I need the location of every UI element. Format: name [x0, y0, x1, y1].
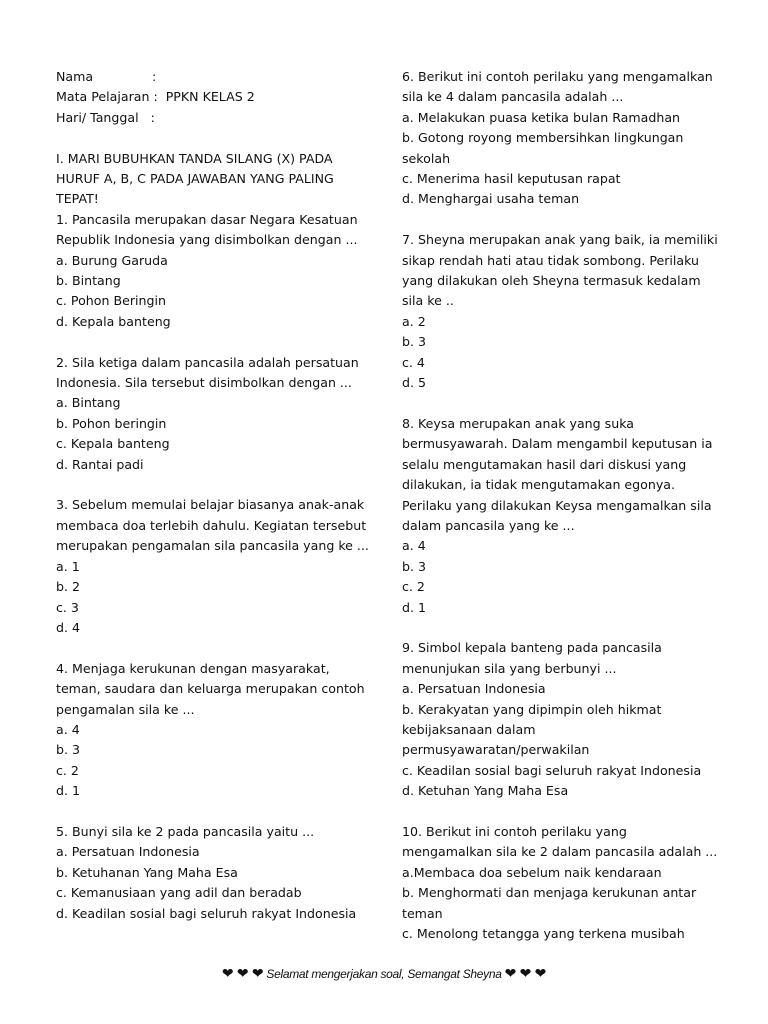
- answer-option: b. Bintang: [56, 273, 121, 289]
- footer-message: [0, 963, 768, 984]
- answer-option: d. 5: [402, 375, 427, 391]
- question-2: [56, 353, 376, 475]
- answer-option: c. Menolong tetangga yang terkena musibah: [402, 926, 685, 941]
- question-text: menunjukan sila yang berbunyi ...: [402, 660, 617, 676]
- question-text: mengamalkan sila ke 2 dalam pancasila adalah ...: [402, 844, 718, 860]
- answer-option: c. Keadilan sosial bagi seluruh rakyat Indonesia: [402, 762, 702, 778]
- answer-option: kebijaksanaan dalam: [402, 721, 536, 737]
- subject-row: Mata Pelajaran : PPKN KELAS 2: [56, 89, 255, 105]
- instructions: [56, 149, 376, 210]
- answer-option: b. Kerakyatan yang dipimpin oleh hikmat: [402, 701, 662, 717]
- question-3: [56, 495, 376, 638]
- answer-option: a. 4: [56, 721, 80, 737]
- answer-option: b. Pohon beringin: [56, 415, 167, 431]
- answer-option: b. Menghormati dan menjaga kerukunan antar: [402, 885, 697, 901]
- date-row: Hari/ Tanggal :: [56, 109, 155, 125]
- question-7: [402, 230, 722, 393]
- question-text: Indonesia. Sila tersebut disimbolkan dengan ...: [56, 375, 352, 391]
- question-4: [56, 659, 376, 802]
- answer-option: permusyawaratan/perwakilan: [402, 742, 590, 758]
- question-text: sikap rendah hati atau tidak sombong. Perilaku: [402, 252, 700, 268]
- question-text: sila ke ..: [402, 293, 454, 309]
- question-text: selalu mengutamakan hasil dari diskusi yang: [402, 456, 687, 472]
- question-text: Perilaku yang dilakukan Keysa mengamalkan sila: [402, 497, 712, 513]
- answer-option: d. Keadilan sosial bagi seluruh rakyat Indonesia: [56, 905, 357, 921]
- answer-option: b. 3: [402, 558, 427, 574]
- answer-option: b. 3: [56, 742, 81, 758]
- answer-option: a. Persatuan Indonesia: [56, 844, 200, 860]
- answer-option: b. Gotong royong membersihkan lingkungan: [402, 130, 684, 146]
- answer-option: teman: [402, 905, 443, 921]
- question-text: 8. Keysa merupakan anak yang suka: [402, 415, 634, 431]
- name-label: Nama: [56, 69, 94, 84]
- question-text: 3. Sebelum memulai belajar biasanya anak-anak: [56, 497, 365, 513]
- answer-option: d. Menghargai usaha teman: [402, 191, 580, 207]
- answer-option: d. Ketuhan Yang Maha Esa: [402, 783, 569, 799]
- question-text: dilakukan, ia tidak mengutamakan egonya.: [402, 477, 676, 493]
- question-text: sila ke 4 dalam pancasila adalah ...: [402, 89, 624, 105]
- answer-option: c. Pohon Beringin: [56, 293, 166, 309]
- question-text: membaca doa terlebih dahulu. Kegiatan tersebut: [56, 517, 367, 533]
- question-text: dalam pancasila yang ke ...: [402, 517, 575, 533]
- answer-option: c. 3: [56, 599, 79, 615]
- answer-option: b. 3: [402, 334, 427, 350]
- instruction-line: I. MARI BUBUHKAN TANDA SILANG (X) PADA: [56, 150, 333, 166]
- question-text: bermusyawarah. Dalam mengambil keputusan ia: [402, 436, 713, 452]
- question-text: 9. Simbol kepala banteng pada pancasila: [402, 640, 662, 656]
- answer-option: d. Kepala banteng: [56, 313, 171, 329]
- answer-option: a. Burung Garuda: [56, 252, 168, 268]
- heart-icons-left: ❤ ❤ ❤: [221, 965, 264, 981]
- name-row: [56, 67, 376, 87]
- answer-option: a. Melakukan puasa ketika bulan Ramadhan: [402, 109, 681, 125]
- question-text: 5. Bunyi sila ke 2 pada pancasila yaitu ...: [56, 823, 315, 839]
- heart-icons-right: ❤ ❤ ❤: [504, 965, 547, 981]
- answer-option: c. 4: [402, 354, 425, 370]
- answer-option: a. Persatuan Indonesia: [402, 681, 546, 697]
- answer-option: a.Membaca doa sebelum naik kendaraan: [402, 864, 662, 880]
- answer-option: d. 1: [56, 783, 81, 799]
- answer-option: c. Kemanusiaan yang adil dan beradab: [56, 885, 302, 901]
- question-text: yang dilakukan oleh Sheyna termasuk kedalam: [402, 273, 701, 289]
- question-text: pengamalan sila ke ...: [56, 701, 195, 717]
- answer-option: a. 2: [402, 313, 426, 329]
- answer-option: d. 1: [402, 599, 427, 615]
- instruction-line: HURUF A, B, C PADA JAWABAN YANG PALING: [56, 171, 334, 187]
- question-text: merupakan pengamalan sila pancasila yang ke ...: [56, 538, 369, 554]
- right-column: [402, 67, 722, 944]
- question-text: 2. Sila ketiga dalam pancasila adalah persatuan: [56, 354, 359, 370]
- answer-option: c. Kepala banteng: [56, 436, 170, 452]
- answer-option: a. Bintang: [56, 395, 121, 411]
- answer-option: c. Menerima hasil keputusan rapat: [402, 171, 621, 187]
- question-text: teman, saudara dan keluarga merupakan contoh: [56, 681, 365, 697]
- instruction-line: TEPAT!: [56, 191, 99, 207]
- question-text: 6. Berikut ini contoh perilaku yang mengamalkan: [402, 69, 713, 84]
- answer-option: a. 4: [402, 538, 426, 554]
- question-text: 7. Sheyna merupakan anak yang baik, ia memiliki: [402, 232, 718, 248]
- question-5: [56, 822, 376, 924]
- footer-text: Selamat mengerjakan soal, Semangat Sheyna: [266, 967, 502, 981]
- question-text: Republik Indonesia yang disimbolkan dengan ...: [56, 232, 358, 248]
- answer-option: c. 2: [402, 579, 425, 595]
- answer-option: sekolah: [402, 150, 451, 166]
- left-column: [56, 67, 376, 924]
- question-9: [402, 638, 722, 801]
- answer-option: c. 2: [56, 762, 79, 778]
- answer-option: d. Rantai padi: [56, 456, 144, 472]
- question-8: [402, 414, 722, 618]
- question-text: 10. Berikut ini contoh perilaku yang: [402, 823, 627, 839]
- name-colon: :: [152, 69, 157, 84]
- answer-option: d. 4: [56, 619, 81, 635]
- question-1: [56, 210, 376, 332]
- question-text: 4. Menjaga kerukunan dengan masyarakat,: [56, 660, 330, 676]
- answer-option: b. Ketuhanan Yang Maha Esa: [56, 864, 238, 880]
- question-10: [402, 822, 722, 944]
- answer-option: b. 2: [56, 579, 81, 595]
- question-text: 1. Pancasila merupakan dasar Negara Kesatuan: [56, 211, 358, 227]
- answer-option: a. 1: [56, 558, 80, 574]
- question-6: [402, 67, 722, 210]
